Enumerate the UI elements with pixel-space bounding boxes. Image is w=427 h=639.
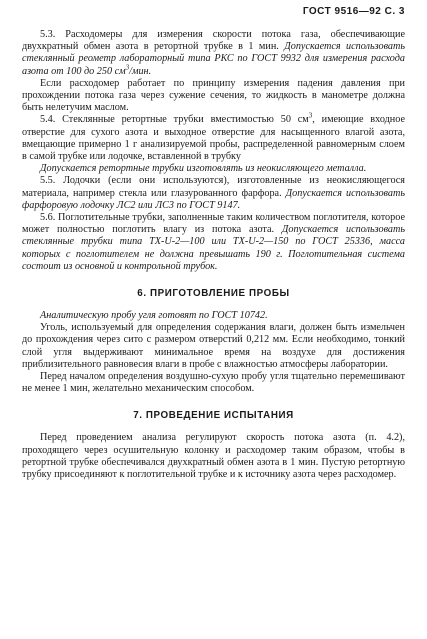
paragraph-5-3-unit: /мин. [129,65,152,77]
paragraph-5-5-text: 5.5. Лодочки (если они используются), изготовленные из неокисляющегося материала, например стекла или глазурованного фарфора. [22,175,405,199]
paragraph-5-4-text-a: 5.4. Стеклянные ретортные трубки вместимостью 50 см [40,114,309,126]
paragraph-5-4-allowance [22,163,405,175]
paragraph-6-1-text: Аналитическую пробу угля готовят по ГОСТ 10742. [40,310,268,322]
paragraph-5-4 [22,114,405,163]
paragraph-5-5 [22,175,405,212]
superscript-3: 3 [308,112,313,121]
paragraph-7-1: Перед проведением анализа регулируют скорость потока азота (п. 4.2), проходящего через осушительную колонку и расходомер таким образом, чтобы в ретортной трубке обеспечивался двухкратный обмен азота в 1 мин. Пустую ретортную трубку присоединяют к поглотительной трубке и к источнику азота через расходомер. [22,432,405,481]
paragraph-5-3-text: 5.3. Расходомеры для измерения скорости потока газа, обеспечивающие двухкратный обмен азота в ретортной трубке в 1 мин. [22,29,405,53]
paragraph-6-2: Уголь, используемый для определения содержания влаги, должен быть измельчен до прохождения через сито с размером отверстий 0,212 мм. Если необходимо, тонкий слой угля выдерживают минимальное время на воздухе для достижения приблизительного равновесия влаги в пробе с влажностью атмосферы лаборатории. [22,322,405,370]
paragraph-6-3: Перед началом определения воздушно-сухую пробу угля тщательно перемешивают не менее 1 мин, желательно механическим способом. [22,371,405,395]
paragraph-6-1 [22,310,405,322]
superscript-3: 3 [125,63,130,72]
section-6-title: 6. ПРИГОТОВЛЕНИЕ ПРОБЫ [137,288,290,300]
paragraph-5-6 [22,212,405,273]
paragraph-5-6-allowance: Допускается использовать стеклянные трубки типа ТХ-U-2—100 или ТХ-U-2—150 по ГОСТ 25336, масса которых с поглотителем не должна превышать 190 г. Поглотительная система состоит из основной и контрольной трубок. [22,224,406,272]
section-7-title: 7. ПРОВЕДЕНИЕ ИСПЫТАНИЯ [133,410,294,422]
paragraph-5-3 [22,29,405,78]
paragraph-5-6-text: 5.6. Поглотительные трубки, заполненные таким количеством поглотителя, которое может полностью поглотить влагу из потока азота. [22,212,405,236]
paragraph-5-4-text-b: , имеющие входное отверстие для сухого азота и выходное отверстие для насыщенного влагой азота, вмещающие примерно 1 г анализируемой пробы, распределенной равномерным слоем в самой трубке или лодочке, вставленной в трубку [22,114,405,163]
paragraph-5-3-allowance-text: Допускается использовать стеклянный реометр лабораторный типа РКС по ГОСТ 9932 для измерения расхода азота от 100 до 250 см [22,41,406,77]
page-header: ГОСТ 9516—92 С. 3 [302,6,405,17]
paragraph-5-4-allowance-text: Допускается ретортные трубки изготовлять из неокисляющего металла. [40,163,367,175]
paragraph-5-3-note: Если расходомер работает по принципу измерения падения давления при прохождении потока газа через сужение сечения, то жидкость в манометре должна быть нелетучим маслом. [22,77,405,114]
paragraph-5-5-allowance: Допускается использовать фарфоровую лодочку ЛС2 или ЛС3 по ГОСТ 9147. [22,187,406,211]
